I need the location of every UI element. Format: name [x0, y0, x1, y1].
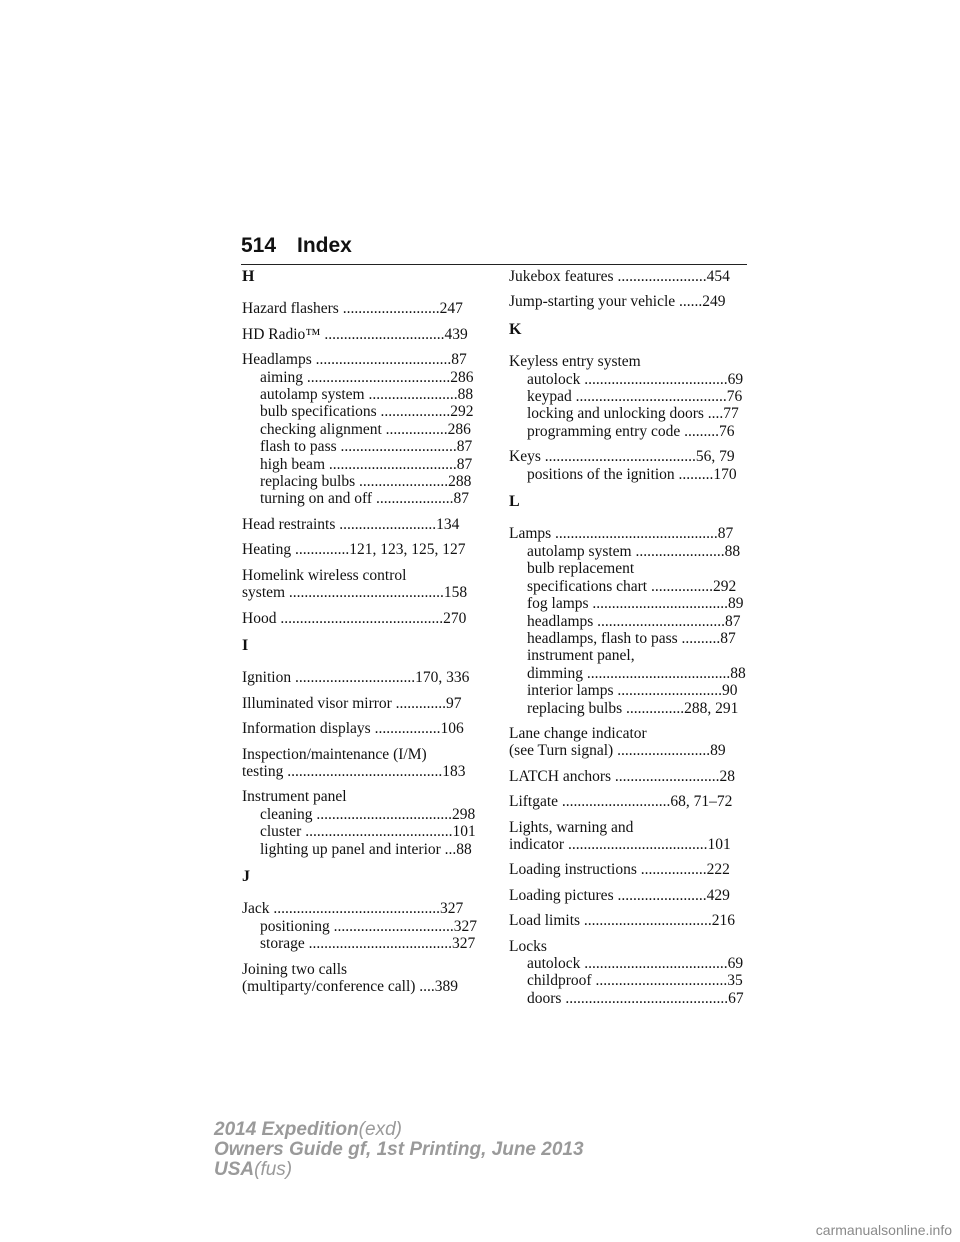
index-subentry: doors ..........................................67	[527, 989, 744, 1007]
index-column-left	[242, 268, 477, 1003]
index-entry-line: Heating ..............121, 123, 125, 127	[242, 541, 466, 559]
index-entry-line: system ........................................158	[242, 584, 468, 602]
index-section-letter: I	[242, 636, 249, 654]
index-entry	[242, 541, 477, 558]
index-entry-line: Keyless entry system	[509, 353, 641, 371]
index-entry	[509, 819, 747, 854]
index-entry-line: Locks	[509, 937, 547, 955]
index-subentry: cluster ......................................101	[260, 823, 476, 841]
index-entry-line: Lane change indicator	[509, 724, 647, 742]
index-entry	[509, 793, 747, 810]
footer-region: USA	[214, 1159, 255, 1180]
index-entry-line: indicator ....................................101	[509, 835, 731, 853]
index-subentry: high beam .................................87	[260, 455, 473, 473]
index-subentry: locking and unlocking doors ....77	[527, 405, 739, 423]
index-entry-line: Ignition ...............................170, 336	[242, 669, 470, 687]
document-footer	[214, 1120, 584, 1180]
index-subentry: positions of the ignition .........170	[527, 465, 737, 483]
index-entry	[242, 961, 477, 996]
page-number: 514	[241, 234, 277, 257]
index-entry	[509, 268, 747, 285]
index-entry-line: Illuminated visor mirror .............97	[242, 694, 462, 712]
index-entry-line: Instrument panel	[242, 788, 347, 806]
index-subentry: programming entry code .........76	[527, 422, 735, 440]
index-entry-line: Loading pictures .......................429	[509, 886, 730, 904]
index-subentry: fog lamps ...................................89	[527, 595, 744, 613]
index-entry	[242, 720, 477, 737]
index-entry	[509, 448, 747, 483]
index-entry	[242, 300, 477, 317]
index-entry-line: Information displays .................106	[242, 720, 464, 738]
index-entry	[509, 353, 747, 440]
index-entry-line: LATCH anchors ...........................28	[509, 767, 736, 785]
index-entry	[509, 912, 747, 929]
index-entry-line: Lamps ..........................................87	[509, 525, 734, 543]
footer-model: 2014 Expedition	[214, 1119, 359, 1140]
index-entry	[509, 725, 747, 760]
index-entry-line: Homelink wireless control	[242, 566, 407, 584]
index-subentry: aiming .....................................286	[260, 368, 474, 386]
index-entry-line: Hazard flashers .........................247	[242, 300, 463, 318]
index-section-letter: L	[509, 493, 520, 511]
index-subentry: lighting up panel and interior ...88	[260, 840, 472, 858]
index-entry-line: Keys .......................................56, 79	[509, 448, 735, 466]
index-entry	[509, 768, 747, 785]
index-subentry: autolamp system .......................88	[260, 386, 474, 404]
index-entry-line: Headlamps ...................................87	[242, 351, 467, 369]
index-entry	[509, 887, 747, 904]
index-subentry: specifications chart ................292	[527, 577, 737, 595]
index-subentry: instrument panel,	[527, 647, 635, 665]
index-subentry: headlamps, flash to pass ..........87	[527, 629, 736, 647]
index-entry-line: Inspection/maintenance (I/M)	[242, 745, 427, 763]
index-entry-line: Hood ..........................................270	[242, 609, 467, 627]
index-entry	[509, 525, 747, 716]
index-subentry: positioning ...............................327	[260, 917, 478, 935]
index-subentry: childproof ..................................35	[527, 972, 743, 990]
index-section-letter: J	[242, 867, 250, 885]
index-entry	[242, 351, 477, 508]
index-subentry: autolamp system .......................88	[527, 542, 741, 560]
index-subentry: bulb specifications ..................292	[260, 403, 474, 421]
index-subentry: dimming .....................................88	[527, 664, 746, 682]
index-entry	[242, 900, 477, 952]
index-subentry: flash to pass ..............................87	[260, 438, 473, 456]
page-header	[241, 232, 747, 265]
index-entry	[242, 695, 477, 712]
index-entry-line: Liftgate ............................68, 71–72	[509, 793, 733, 811]
index-entry-line: Loading instructions .................222	[509, 861, 730, 879]
index-subentry: turning on and off ....................87	[260, 490, 469, 508]
footer-model-code: (exd)	[358, 1119, 402, 1140]
index-entry-line: Joining two calls	[242, 960, 348, 978]
index-entry	[509, 293, 747, 310]
index-entry	[242, 567, 477, 602]
index-entry-line: HD Radio™ ...............................439	[242, 325, 468, 343]
index-subentry: replacing bulbs ...............288, 291	[527, 699, 739, 717]
footer-line-printing: Owners Guide gf, 1st Printing, June 2013	[214, 1139, 584, 1160]
index-entry	[242, 788, 477, 858]
index-entry-line: Jukebox features .......................454	[509, 268, 730, 285]
index-entry	[509, 938, 747, 1008]
index-entry	[509, 861, 747, 878]
index-entry	[242, 516, 477, 533]
index-entry	[242, 746, 477, 781]
index-subentry: storage .....................................327	[260, 935, 476, 953]
index-column-right	[509, 268, 747, 1015]
index-entry-line: Head restraints .........................134	[242, 515, 460, 533]
index-entry-line: Jack ...........................................327	[242, 900, 464, 918]
footer-line-model	[214, 1120, 584, 1140]
index-subentry: autolock .....................................69	[527, 955, 744, 972]
index-subentry: interior lamps ...........................90	[527, 682, 738, 700]
index-entry-line: (multiparty/conference call) ....389	[242, 978, 459, 995]
index-entry-line: testing ........................................183	[242, 762, 466, 780]
index-section-letter: H	[242, 268, 255, 285]
index-subentry: bulb replacement	[527, 560, 635, 578]
watermark-link[interactable]: carmanualsonline.info	[815, 1222, 952, 1238]
index-entry	[242, 326, 477, 343]
footer-region-code: (fus)	[254, 1159, 293, 1180]
index-subentry: checking alignment ................286	[260, 420, 471, 438]
footer-line-region	[214, 1160, 584, 1180]
index-subentry: keypad .......................................76	[527, 388, 743, 406]
index-entry	[242, 669, 477, 686]
index-entry-line: Jump-starting your vehicle ......249	[509, 293, 726, 311]
index-subentry: headlamps .................................87	[527, 612, 741, 630]
index-entry	[242, 610, 477, 627]
index-subentry: replacing bulbs .......................288	[260, 473, 472, 491]
index-subentry: autolock .....................................69	[527, 370, 744, 388]
index-entry-line: Load limits .................................216	[509, 912, 736, 930]
index-section-letter: K	[509, 320, 522, 338]
page-title: Index	[297, 234, 352, 257]
index-entry-line: Lights, warning and	[509, 818, 634, 836]
index-entry-line: (see Turn signal) ........................89	[509, 742, 726, 760]
index-subentry: cleaning ...................................298	[260, 805, 476, 823]
